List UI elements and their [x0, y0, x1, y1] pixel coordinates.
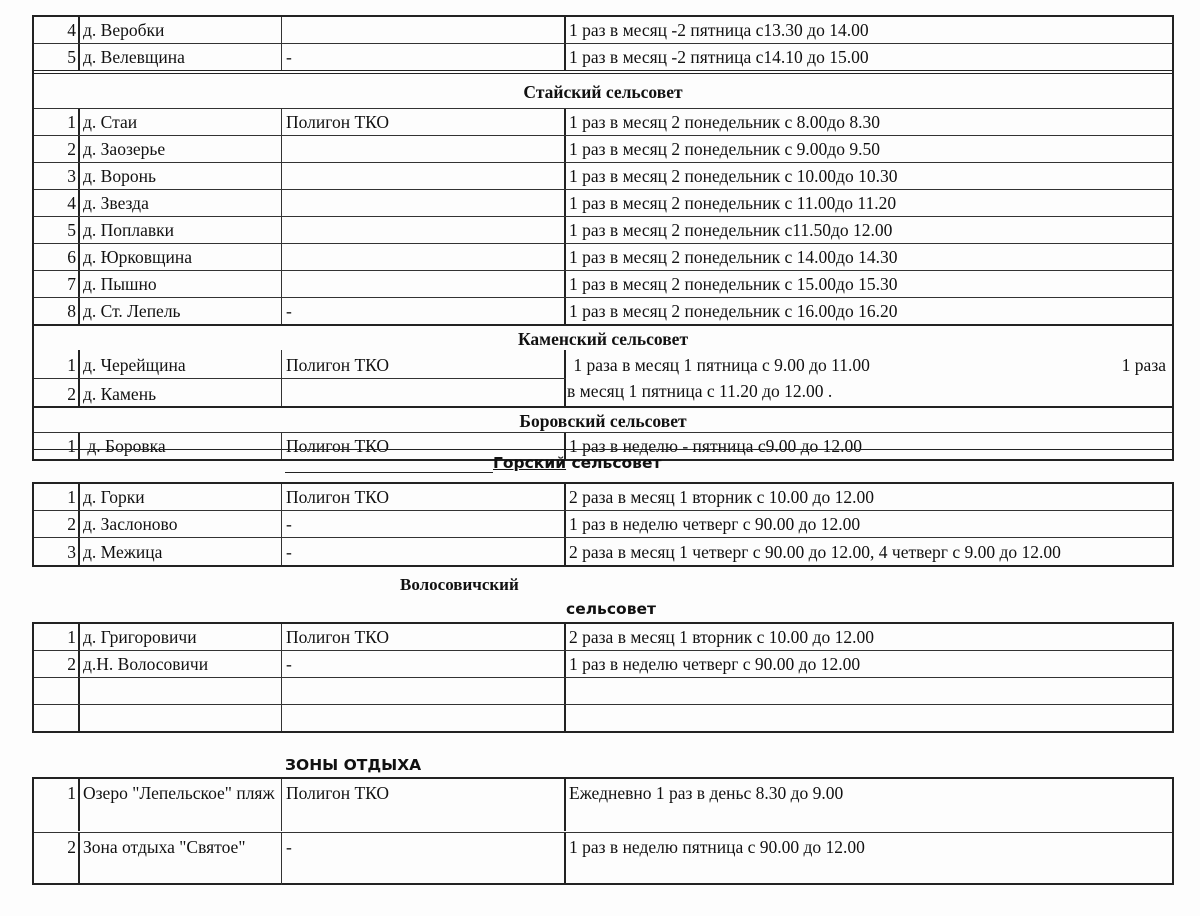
destination — [282, 244, 566, 270]
row-number: 3 — [34, 163, 80, 189]
schedule: Ежедневно 1 раз в деньс 8.30 до 9.00 — [569, 783, 844, 803]
section-title-kamen: Каменский сельсовет — [34, 324, 1172, 350]
volos-table — [32, 622, 1174, 733]
section-title-gorsk-a: Горский — [493, 454, 567, 472]
table-row — [34, 216, 1172, 243]
village-name: д. Заслоново — [80, 511, 282, 537]
section-title-zones: ЗОНЫ ОТДЫХА — [285, 756, 422, 774]
section-title-gorsk-b: сельсовет — [566, 454, 662, 472]
destination: Полигон ТКО — [282, 624, 566, 650]
row-number: 2 — [34, 136, 80, 162]
row-number: 3 — [34, 538, 80, 565]
schedule: 2 раза в месяц 1 вторник с 10.00 до 12.00 — [569, 627, 874, 647]
divider — [32, 566, 1174, 567]
destination — [282, 190, 566, 216]
schedule: 1 раз в месяц -2 пятница с13.30 до 14.00 — [569, 20, 869, 40]
row-number: 1 — [34, 779, 80, 831]
village-name: д. Поплавки — [80, 217, 282, 243]
row-number: 2 — [34, 651, 80, 677]
village-name: д. Черейщина — [80, 350, 282, 378]
village-name: д. Звезда — [80, 190, 282, 216]
table-row — [34, 624, 1172, 650]
section-title-volos-line1: Волосовичский — [400, 575, 519, 594]
destination: Полигон ТКО — [282, 433, 566, 459]
village-name: д. Боровка — [80, 433, 282, 459]
schedule — [566, 705, 1172, 731]
village-name: д. Григоровичи — [80, 624, 282, 650]
destination: Полигон ТКО — [282, 350, 566, 378]
row-number: 2 — [34, 833, 80, 885]
village-name: д. Заозерье — [80, 136, 282, 162]
village-name: д. Пышно — [80, 271, 282, 297]
destination: - — [282, 651, 566, 677]
schedule: 1 раз в неделю четверг с 90.00 до 12.00 — [569, 654, 861, 674]
schedule: 2 раза в месяц 1 четверг с 90.00 до 12.00, 4 четверг с 9.00 до 12.00 — [569, 542, 1061, 562]
village-name: д. Стаи — [80, 109, 282, 135]
zones-table — [32, 777, 1174, 885]
top-table — [32, 15, 1174, 461]
schedule: 2 раза в месяц 1 вторник с 10.00 до 12.00 — [569, 487, 874, 507]
table-row — [34, 108, 1172, 135]
schedule: 1 раз в месяц 2 понедельник с 16.00до 16.20 — [569, 301, 898, 321]
destination: - — [282, 538, 566, 565]
table-row — [34, 297, 1172, 324]
row-number: 4 — [34, 17, 80, 43]
destination — [282, 136, 566, 162]
schedule-line-2: в месяц 1 пятница с 11.20 до 12.00 . — [567, 381, 833, 401]
table-row — [34, 832, 1172, 883]
village-name: д. Ст. Лепель — [80, 298, 282, 324]
row-number: 5 — [34, 217, 80, 243]
table-row — [34, 189, 1172, 216]
table-row — [34, 484, 1172, 510]
gorsk-table — [32, 482, 1174, 567]
row-number: 1 — [34, 433, 80, 459]
table-row — [34, 43, 1172, 70]
village-name — [80, 705, 282, 731]
village-name — [80, 678, 282, 704]
destination: Полигон ТКО — [282, 109, 566, 135]
destination — [282, 705, 566, 731]
village-name: д. Велевщина — [80, 44, 282, 70]
row-number: 1 — [34, 484, 80, 510]
destination — [282, 163, 566, 189]
row-number: 7 — [34, 271, 80, 297]
destination — [282, 678, 566, 704]
row-number — [34, 678, 80, 704]
schedule: 1 раз в месяц 2 понедельник с 14.00до 14.30 — [569, 247, 898, 267]
row-number: 1 — [34, 624, 80, 650]
table-row — [34, 537, 1172, 565]
row-number: 5 — [34, 44, 80, 70]
destination: - — [282, 298, 566, 324]
divider — [32, 449, 1174, 450]
section-title-gorsk — [493, 454, 661, 472]
destination: Полигон ТКО — [282, 779, 566, 831]
destination: - — [282, 511, 566, 537]
village-name: д. Камень — [80, 379, 282, 406]
row-number: 8 — [34, 298, 80, 324]
row-number: 1 — [34, 109, 80, 135]
kamen-block — [34, 350, 1172, 406]
schedule: 1 раз в месяц 2 понедельник с 15.00до 15.30 — [569, 274, 898, 294]
table-row-empty — [34, 677, 1172, 704]
table-row-empty — [34, 704, 1172, 731]
destination: - — [282, 833, 566, 885]
schedule: 1 раз в неделю пятница с 90.00 до 12.00 — [569, 837, 865, 857]
title-underline — [285, 472, 493, 473]
table-row — [34, 779, 1172, 832]
schedule: 1 раз в неделю четверг с 90.00 до 12.00 — [569, 514, 861, 534]
schedule: 1 раз в месяц 2 понедельник с 10.00до 10.30 — [569, 166, 898, 186]
village-name: д. Юрковщина — [80, 244, 282, 270]
destination — [282, 17, 566, 43]
schedule — [566, 678, 1172, 704]
schedule: 1 раз в месяц 2 понедельник с11.50до 12.00 — [569, 220, 893, 240]
schedule-line-1-right: 1 раза — [1121, 355, 1166, 375]
schedule: 1 раз в месяц -2 пятница с14.10 до 15.00 — [569, 47, 869, 67]
village-name: д. Горки — [80, 484, 282, 510]
table-row — [34, 510, 1172, 537]
table-row — [34, 17, 1172, 43]
section-title-stai: Стайский сельсовет — [34, 70, 1172, 108]
schedule: 1 раз в месяц 2 понедельник с 11.00до 11.20 — [569, 193, 897, 213]
schedule: 1 раз в неделю - пятница с9.00 до 12.00 — [569, 436, 862, 456]
destination — [282, 217, 566, 243]
village-name: Зона отдыха "Святое" — [80, 833, 282, 885]
village-name: д. Воронь — [80, 163, 282, 189]
section-title-volos-line2: сельсовет — [566, 600, 656, 618]
row-number: 2 — [34, 511, 80, 537]
section-title-borov: Боровский сельсовет — [34, 406, 1172, 432]
row-number — [34, 705, 80, 731]
table-row — [34, 650, 1172, 677]
row-number: 1 — [34, 350, 80, 378]
village-name: д.Н. Волосовичи — [80, 651, 282, 677]
row-number: 2 — [34, 379, 80, 406]
merged-schedule-cell — [566, 350, 1172, 406]
row-number: 4 — [34, 190, 80, 216]
village-name: Озеро "Лепельское" пляж — [80, 779, 282, 831]
destination: - — [282, 44, 566, 70]
village-name: д. Межица — [80, 538, 282, 565]
village-name: д. Веробки — [80, 17, 282, 43]
schedule: 1 раз в месяц 2 понедельник с 9.00до 9.50 — [569, 139, 880, 159]
schedule: 1 раз в месяц 2 понедельник с 8.00до 8.30 — [569, 112, 880, 132]
destination — [282, 379, 566, 406]
destination: Полигон ТКО — [282, 484, 566, 510]
destination — [282, 271, 566, 297]
table-row — [34, 270, 1172, 297]
table-row — [34, 243, 1172, 270]
table-row — [34, 135, 1172, 162]
row-number: 6 — [34, 244, 80, 270]
table-row — [34, 162, 1172, 189]
schedule-line-1: 1 раза в месяц 1 пятница с 9.00 до 11.00 — [569, 355, 870, 375]
